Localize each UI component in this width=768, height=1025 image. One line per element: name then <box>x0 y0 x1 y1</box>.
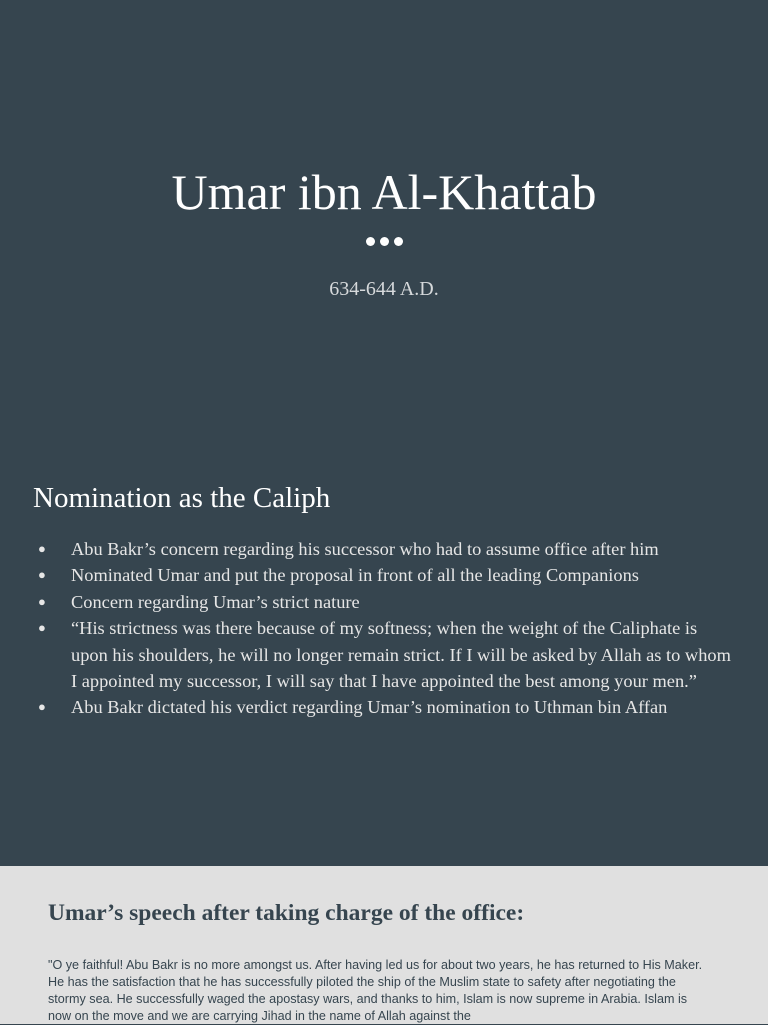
dot-icon <box>394 237 403 246</box>
list-item <box>38 694 738 720</box>
list-item <box>38 562 738 588</box>
bullet-icon: ● <box>38 567 46 583</box>
bullet-icon: ● <box>38 620 46 636</box>
title-slide <box>0 0 768 433</box>
list-item <box>38 536 738 562</box>
bullet-icon: ● <box>38 541 46 556</box>
reign-dates: 634-644 A.D. <box>329 278 439 300</box>
speech-heading: Umar’s speech after taking charge of the office: <box>48 900 525 926</box>
dot-icon <box>380 237 389 246</box>
list-item <box>38 589 738 615</box>
nomination-slide <box>0 433 768 866</box>
list-item-text: Abu Bakr’s concern regarding his successor who had to assume office after him <box>71 539 659 559</box>
dot-icon <box>366 237 375 246</box>
list-item <box>38 615 738 694</box>
speech-slide <box>0 866 768 1024</box>
ellipsis-decoration <box>0 237 768 246</box>
bullet-icon: ● <box>38 593 46 609</box>
page-title: Umar ibn Al-Khattab <box>171 164 597 220</box>
list-item-text: Concern regarding Umar’s strict nature <box>71 591 360 612</box>
list-item-text: Nominated Umar and put the proposal in front of all the leading Companions <box>71 565 639 586</box>
section-heading: Nomination as the Caliph <box>33 482 331 514</box>
list-item-text: “His strictness was there because of my softness; when the weight of the Caliphate is upon his shoulders, he will no longer remain strict. If I will be asked by Allah as to whom I appointed my successor, I will say that I have appointed the best among your men.” <box>71 618 731 692</box>
bullet-icon: ● <box>38 699 46 715</box>
list-item-text: Abu Bakr dictated his verdict regarding Umar’s nomination to Uthman bin Affan <box>71 697 668 718</box>
speech-text: "O ye faithful! Abu Bakr is no more amongst us. After having led us for about two years, he has returned to His Maker. He has the satisfaction that he has successfully piloted the ship of the Muslim state to safety after negotiating the stormy sea. He successfully waged the apostasy wars, and thanks to him, Islam is now supreme in Arabia. Islam is now on the move and we are carrying Jihad in the name of Allah against the <box>48 958 703 1023</box>
bullet-list <box>38 536 738 721</box>
